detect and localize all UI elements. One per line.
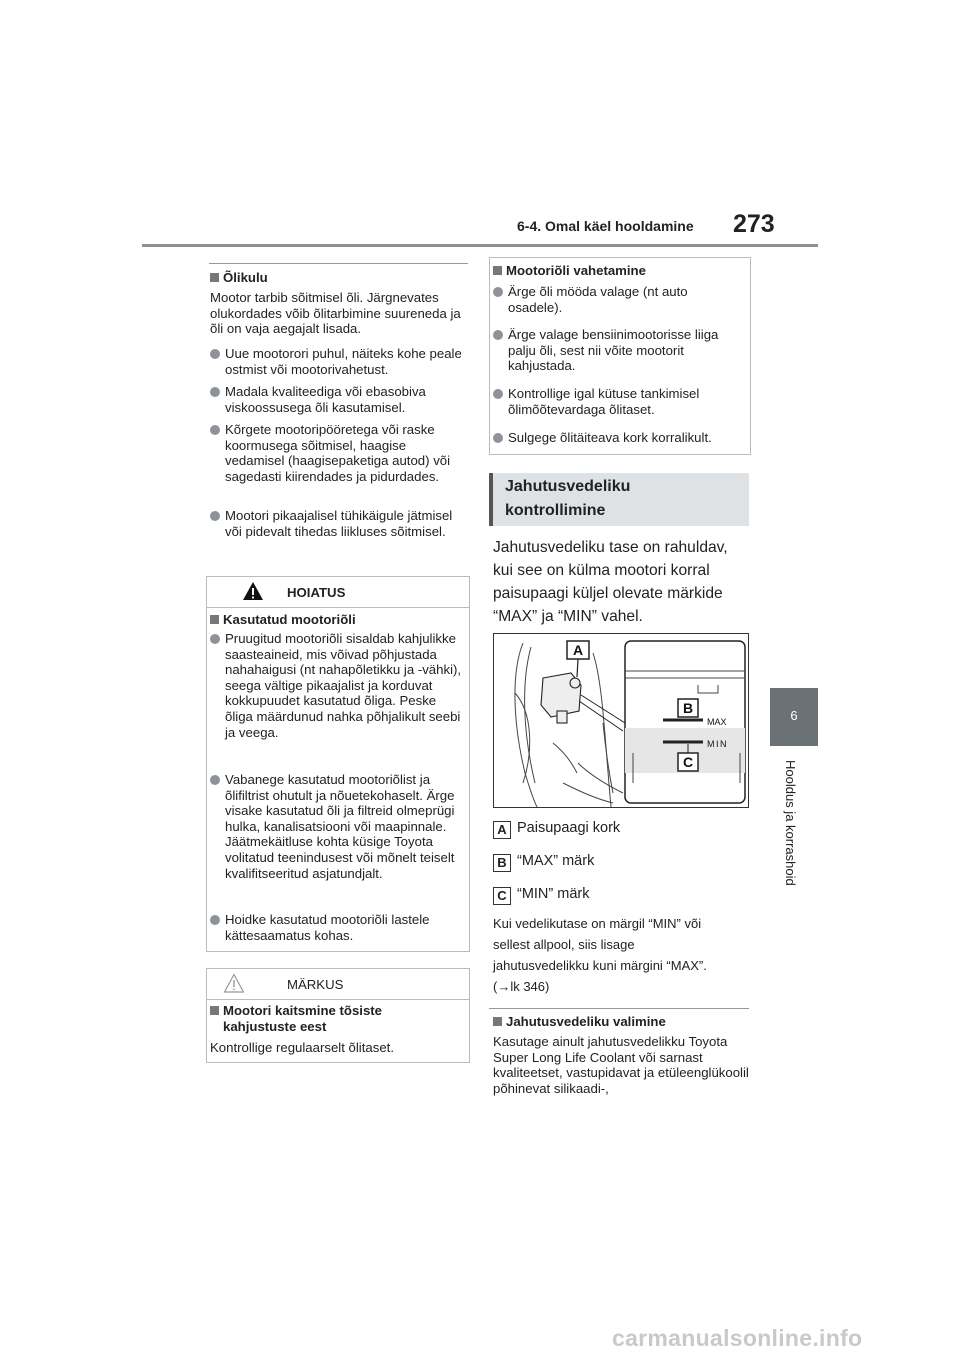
figure-max-mark: MAX <box>707 717 727 727</box>
bullet-icon <box>493 389 503 399</box>
coolant-section-header <box>489 473 749 526</box>
section-title-line: kontrollimine <box>505 502 606 519</box>
page-reference-link[interactable]: (→lk 346) <box>493 979 550 994</box>
bullet-icon <box>493 330 503 340</box>
warning-triangle-icon <box>242 581 264 601</box>
chapter-tab <box>770 688 818 746</box>
section-title-line: Jahutusvedeliku <box>505 478 631 495</box>
bullet-icon <box>210 775 220 785</box>
figure-label-c: C <box>682 754 694 770</box>
figure-label-a: A <box>572 642 584 658</box>
divider <box>209 263 468 264</box>
chapter-title: Hooldus ja korrashoid <box>783 760 798 886</box>
list-item: Mootori pikaajalisel tühikäigule jätmisel või pidevalt tihedas liikluses sõitmisel. <box>210 508 462 539</box>
warning-subheading: Kasutatud mootoriõli <box>210 612 465 628</box>
bullet-icon <box>210 634 220 644</box>
bullet-icon <box>210 511 220 521</box>
figure-min-mark: MIN <box>707 739 728 749</box>
square-bullet-icon <box>493 266 502 275</box>
list-item: Ärge valage bensiinimootorisse liiga palju õli, sest nii võite mootorit kahjustada. <box>493 327 743 374</box>
bullet-icon <box>493 287 503 297</box>
notice-title: MÄRKUS <box>287 977 344 992</box>
oil-consumption-intro: Mootor tarbib sõitmisel õli. Järgnevates olukordades võib õlitarbimine suureneda ja õli on vaja aegajalt lisada. <box>210 290 461 337</box>
coolant-choice-heading: Jahutusvedeliku valimine <box>493 1014 748 1030</box>
legend-item-c: C “MIN” märk <box>493 886 590 905</box>
caution-triangle-icon <box>223 973 245 993</box>
watermark: carmanualsonline.info <box>612 1325 863 1351</box>
coolant-reservoir-figure <box>493 633 749 808</box>
oil-consumption-heading: Õlikulu <box>210 270 470 286</box>
bullet-icon <box>210 425 220 435</box>
section-header: 6-4. Omal käel hooldamine <box>517 218 694 234</box>
list-item: Uue mootorori puhul, näiteks kohe peale ostmist või mootorivahetust. <box>210 346 462 377</box>
header-rule <box>142 244 818 247</box>
oil-change-heading: Mootoriõli vahetamine <box>493 263 745 279</box>
warning-title: HOIATUS <box>287 585 346 600</box>
list-item: Kontrollige igal kütuse tankimisel õlimõõtevardaga õlitaset. <box>493 386 743 417</box>
coolant-choice-text: Kasutage ainult jahutusvedelikku Toyota Super Long Life Coolant või sarnast kvaliteetset, vastupidavat ja etüleenglükoolil põhinevat silikaadi-, <box>493 1034 749 1096</box>
list-item: Vabanege kasutatud mootoriõlist ja õlifiltrist ohutult ja nõuetekohaselt. Ärge visake kasutatud õli ja filtreid olmeprügi hulka, kanalisatsiooni või maapinnale. Jäätmekäitluse kohta küsige Toyota volitatud teenindusest või mõnelt teiselt kvalifitseeritud asjatundjalt. <box>210 772 462 881</box>
figure-label-b: B <box>682 700 694 716</box>
legend-item-b: B “MAX” märk <box>493 853 594 872</box>
list-item: Ärge õli mööda valage (nt auto osadele). <box>493 284 743 315</box>
legend-item-a: A Paisupaagi kork <box>493 820 620 839</box>
square-bullet-icon <box>493 1017 502 1026</box>
bullet-icon <box>210 915 220 925</box>
page-number: 273 <box>733 210 775 238</box>
notice-subheading: Mootori kaitsmine tõsiste kahjustuste eest <box>210 1003 460 1034</box>
square-bullet-icon <box>210 1006 219 1015</box>
bullet-icon <box>210 349 220 359</box>
divider <box>489 1008 749 1009</box>
bullet-icon <box>493 433 503 443</box>
bullet-icon <box>210 387 220 397</box>
square-bullet-icon <box>210 273 219 282</box>
coolant-intro: Jahutusvedeliku tase on rahuldav, kui see on külma mootori korral paisupaagi küljel olevate märkide “MAX” ja “MIN” vahel. <box>493 539 728 625</box>
list-item: Sulgege õlitäiteava kork korralikult. <box>493 430 743 446</box>
list-item: Hoidke kasutatud mootoriõli lastele kättesaamatus kohas. <box>210 912 462 943</box>
chapter-title-vertical <box>775 760 815 1020</box>
chapter-number: 6 <box>790 708 798 723</box>
list-item: Madala kvaliteediga või ebasobiva viskoossusega õli kasutamisel. <box>210 384 462 415</box>
square-bullet-icon <box>210 615 219 624</box>
coolant-note: Kui vedelikutase on märgil “MIN” või sellest allpool, siis lisage jahutusvedelikku kuni märgini “MAX”. (→lk 346) <box>493 913 753 997</box>
list-item: Kõrgete mootoripööretega või raske koormusega sõitmisel, haagise vedamisel (haagisepaketiga autod) või sagedasti kiirendades ja pidurdades. <box>210 422 462 484</box>
notice-text: Kontrollige regulaarselt õlitaset. <box>210 1040 394 1055</box>
list-item: Pruugitud mootoriõli sisaldab kahjulikke saasteaineid, mis võivad põhjustada nahahaigusi (nt nahapõletikku ja -vähki), seega vältige pikaajalist ja korduvat kokkupuudet kasutatud õliga. Peske õliga määrdunud nahka põhjalikult seebi ja veega. <box>210 631 462 740</box>
